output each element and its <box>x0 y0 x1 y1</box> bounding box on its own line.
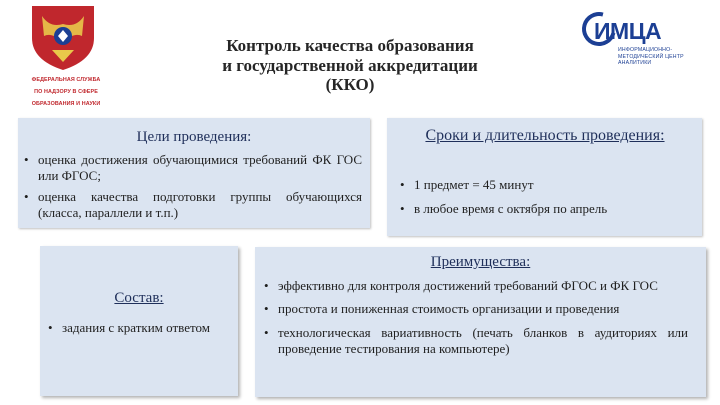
logo-wordmark: ИМЦА <box>594 18 662 44</box>
list-item: • оценка качества подготовки группы обучающихся (класса, параллели и т.п.) <box>24 189 362 222</box>
imca-logo <box>582 10 702 68</box>
title-line: Контроль качества образования <box>226 36 474 55</box>
list-item: • технологическая вариативность (печать бланков в аудиториях или проведение тестирования на компьютере) <box>264 325 688 358</box>
emblem-caption-line: ФЕДЕРАЛЬНАЯ СЛУЖБА <box>31 77 101 83</box>
title-line: (ККО) <box>325 75 375 95</box>
goals-heading: Цели проведения: <box>136 129 252 145</box>
eagle-shield-icon <box>22 2 104 72</box>
composition-list <box>48 320 232 336</box>
emblem-caption-line: ПО НАДЗОРУ В СФЕРЕ <box>34 89 98 96</box>
advantages-heading: Преимущества: <box>430 254 531 270</box>
terms-heading: Сроки и длительность проведения: <box>425 127 665 144</box>
logo-subtitle-line: АНАЛИТИКИ <box>618 60 652 66</box>
list-item: • эффективно для контроля достижений требований ФГОС и ФК ГОС <box>264 278 688 294</box>
title-line: и государственной аккредитации <box>222 55 478 75</box>
emblem-caption <box>22 77 110 108</box>
emblem-caption-line: ОБРАЗОВАНИЯ И НАУКИ <box>31 101 101 108</box>
list-item: • в любое время с октября по апрель <box>400 201 700 217</box>
logo-subtitle <box>618 47 702 67</box>
list-item: • задания с кратким ответом <box>48 320 232 336</box>
terms-list <box>400 177 700 226</box>
list-item: • простота и пониженная стоимость организации и проведения <box>264 301 688 317</box>
list-item: • оценка достижения обучающимися требований ФК ГОС или ФГОС; <box>24 152 362 185</box>
advantages-list <box>264 278 688 364</box>
logo-subtitle-line: ИНФОРМАЦИОННО- <box>618 47 673 53</box>
goals-list <box>24 152 362 225</box>
page-title <box>150 36 550 95</box>
composition-heading: Состав: <box>114 290 164 306</box>
list-item: • 1 предмет = 45 минут <box>400 177 700 193</box>
rosobrnadzor-emblem <box>22 2 110 114</box>
logo-subtitle-line: МЕТОДИЧЕСКИЙ ЦЕНТР <box>618 53 684 60</box>
